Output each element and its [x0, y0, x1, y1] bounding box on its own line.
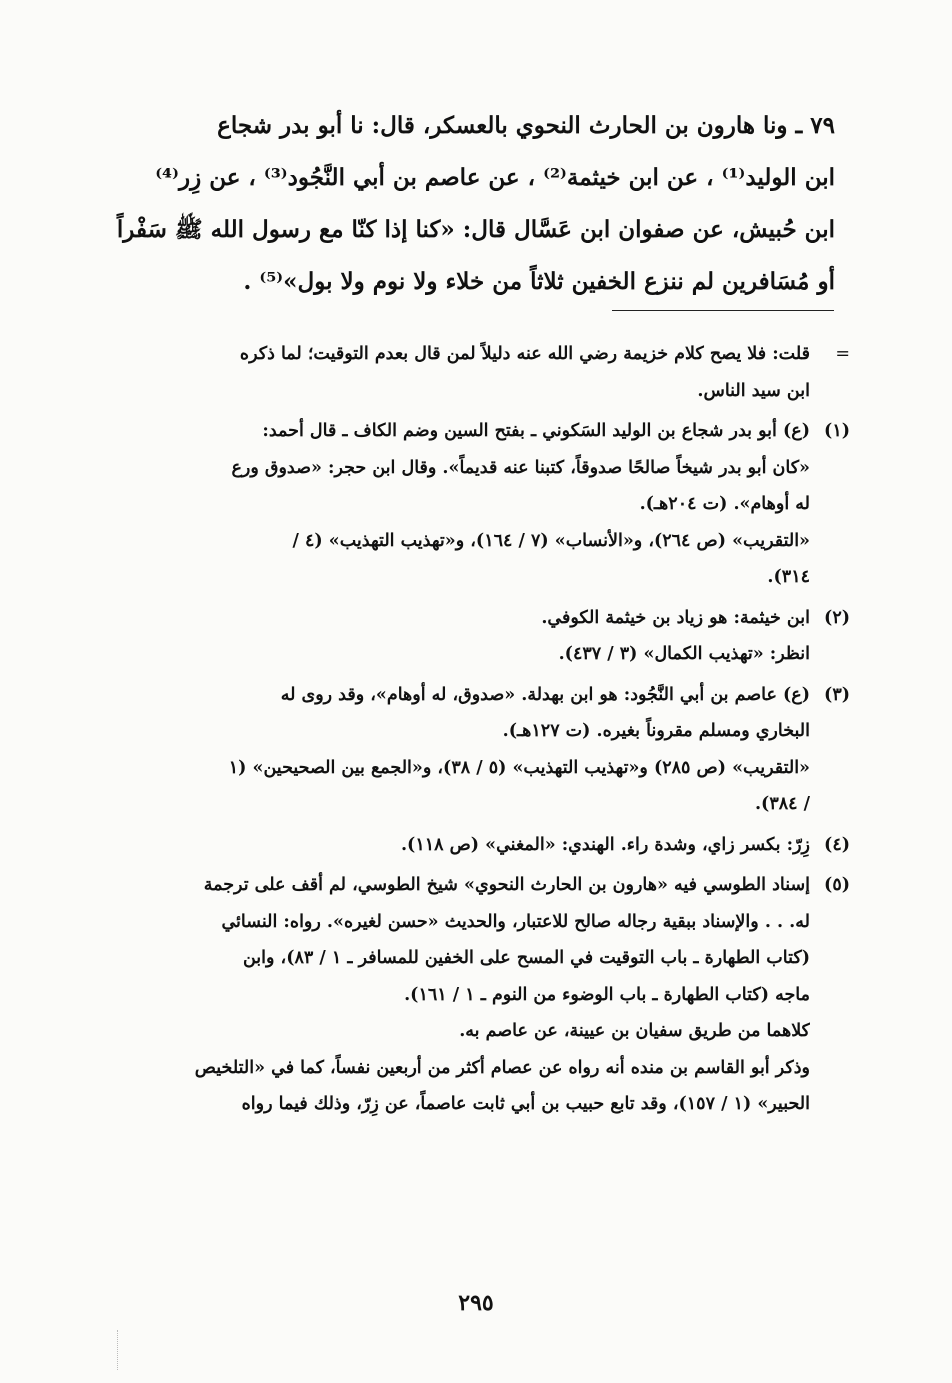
note-line: (ع) أبو بدر شجاع بن الوليد السَكوني ـ بفتح السين وضم الكاف ـ قال أحمد: [262, 421, 810, 441]
note-line: زِرّ: بكسر زاي، وشدة راء. الهندي: «المغني» (ص ١١٨). [400, 834, 810, 855]
hadith-line: ٧٩ ـ ونا هارون بن الحارث النحوي بالعسكر، قال: نا أبو بدر شجاع [217, 112, 835, 139]
note-line: / ٣٨٤). [754, 794, 810, 814]
hadith-line: ابن الوليد⁽¹⁾ ، عن ابن خيثمة⁽²⁾ ، عن عاصم بن أبي النَّجُود⁽³⁾ ، عن زِر⁽⁴⁾ [155, 164, 835, 191]
note-line: (ع) عاصم بن أبي النَّجُود: هو ابن بهدلة. «صدوق، له أوهام»، وقد روى له [280, 684, 810, 705]
note-line: ٣١٤). [767, 567, 810, 587]
hadith-line: ابن حُبيش، عن صفوان ابن عَسَّال قال: «كنا إذا كنّا مع رسول الله ﷺ سَفْراً [116, 216, 835, 243]
continuation-marker: = [835, 344, 850, 364]
footnote-marker: (١) [824, 421, 850, 441]
footnote-separator [612, 310, 834, 311]
note-line: ابن سيد الناس. [697, 380, 810, 401]
note-line: «التقريب» (ص ٢٦٤)، و«الأنساب» (٧ / ١٦٤)، و«تهذيب التهذيب» (٤ / [292, 530, 810, 551]
footnote-marker: (٣) [824, 684, 850, 705]
note-line: البخاري ومسلم مقروناً بغيره. (ت ١٢٧هـ). [502, 721, 810, 741]
continuation-note [110, 336, 850, 409]
footnote-marker: (٥) [824, 875, 850, 895]
footnote-4 [110, 827, 850, 864]
footnote-2 [110, 600, 850, 673]
footnote-3 [110, 677, 850, 823]
hadith-text [110, 100, 835, 308]
footnote-5 [110, 867, 850, 1123]
footnotes-section [110, 336, 850, 1127]
note-line: له أوهام». (ت ٢٠٤هـ). [639, 494, 810, 514]
note-line: ماجه (كتاب الطهارة ـ باب الوضوء من النوم ـ ١ / ١٦١). [404, 984, 810, 1005]
footnote-marker: (٤) [824, 834, 850, 855]
note-line: وذكر أبو القاسم بن منده أنه رواه عن عصام أكثر من أربعين نفساً، كما في «التلخيص [194, 1057, 810, 1078]
footnote-1 [110, 413, 850, 596]
hadith-line: أو مُسَافرين لم ننزع الخفين ثلاثاً من خلاء ولا نوم ولا بول»⁽⁵⁾ . [243, 268, 835, 295]
scan-artifact [117, 1330, 124, 1370]
note-line: انظر: «تهذيب الكمال» (٣ / ٤٣٧). [558, 644, 810, 664]
note-line: الحبير» (١ / ١٥٧)، وقد تابع حبيب بن أبي ثابت عاصماً، عن زِرّ، وذلك فيما رواه [241, 1094, 810, 1114]
note-line: ابن خيثمة: هو زياد بن خيثمة الكوفي. [541, 607, 810, 628]
note-line: «كان أبو بدر شيخاً صالحًا صدوقاً، كتبنا عنه قديماً». وقال ابن حجر: «صدوق ورع [231, 457, 810, 478]
note-line: كلاهما من طريق سفيان بن عيينة، عن عاصم به. [459, 1021, 810, 1041]
note-line: قلت: فلا يصح كلام خزيمة رضي الله عنه دليلاً لمن قال بعدم التوقيت؛ لما ذكره [239, 344, 810, 364]
note-line: (كتاب الطهارة ـ باب التوقيت في المسح على الخفين للمسافر ـ ١ / ٨٣)، وابن [242, 948, 810, 968]
note-line: «التقريب» (ص ٢٨٥) و«تهذيب التهذيب» (٥ / ٣٨)، و«الجمع بين الصحيحين» (١ [228, 757, 810, 778]
note-line: إسناد الطوسي فيه «هارون بن الحارث النحوي» شيخ الطوسي، لم أقف على ترجمة [203, 875, 810, 895]
page-number: ٢٩٥ [458, 1290, 494, 1316]
note-line: له. . . والإسناد ببقية رجاله صالح للاعتبار، والحديث «حسن لغيره». رواه: النسائي [221, 911, 810, 932]
footnote-marker: (٢) [824, 607, 850, 628]
